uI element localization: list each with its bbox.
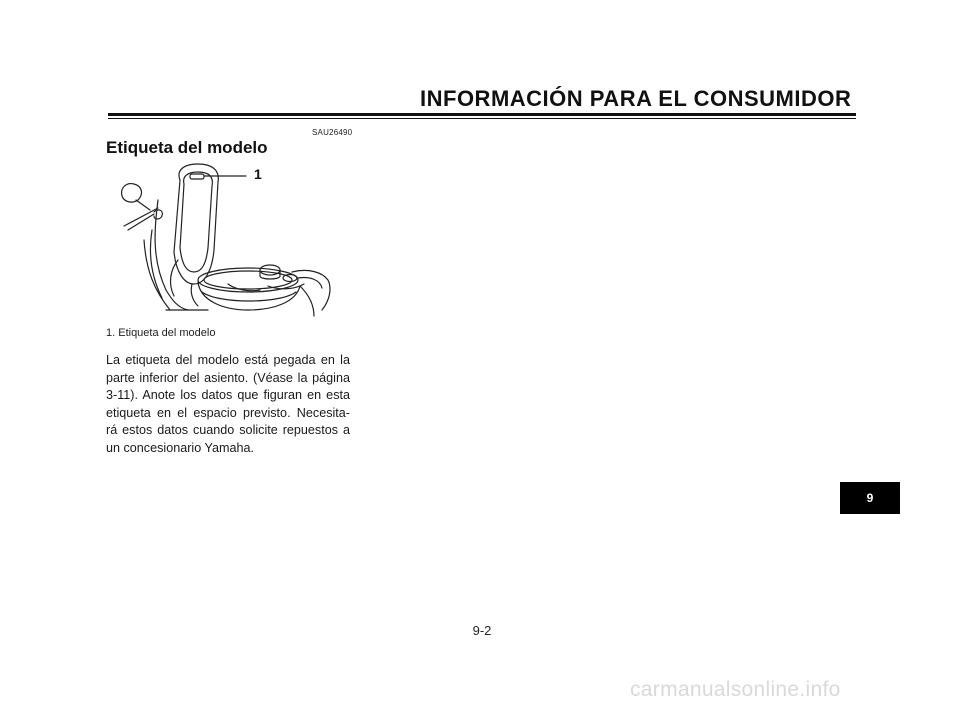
- section-code: SAU26490: [312, 128, 353, 137]
- body-line: La etiqueta del modelo está pegada en la: [106, 353, 350, 367]
- body-line: rá estos datos cuando solicite repuestos a: [106, 423, 350, 437]
- body-line: etiqueta en el espacio previsto. Necesita-: [106, 405, 350, 420]
- header-rule-thin: [108, 118, 856, 119]
- section-title: Etiqueta del modelo: [106, 138, 268, 157]
- body-line: un concesionario Yamaha.: [106, 440, 254, 455]
- page-number: 9-2: [472, 623, 492, 638]
- body-line: 3-11). Anote los datos que figuran en esta: [106, 388, 350, 402]
- chapter-tab-label: 9: [866, 491, 874, 505]
- scooter-seat-illustration: [118, 160, 338, 320]
- figure-callout-number: 1: [254, 166, 262, 182]
- body-line: parte inferior del asiento. (Véase la página: [106, 370, 350, 385]
- page-header-title: INFORMACIÓN PARA EL CONSUMIDOR: [420, 86, 852, 111]
- chapter-tab: [840, 482, 900, 514]
- watermark-text: carmanualsonline.info: [630, 678, 841, 701]
- figure-caption: 1. Etiqueta del modelo: [106, 327, 216, 339]
- header-rule-thick: [108, 113, 856, 116]
- body-paragraph: [106, 352, 350, 457]
